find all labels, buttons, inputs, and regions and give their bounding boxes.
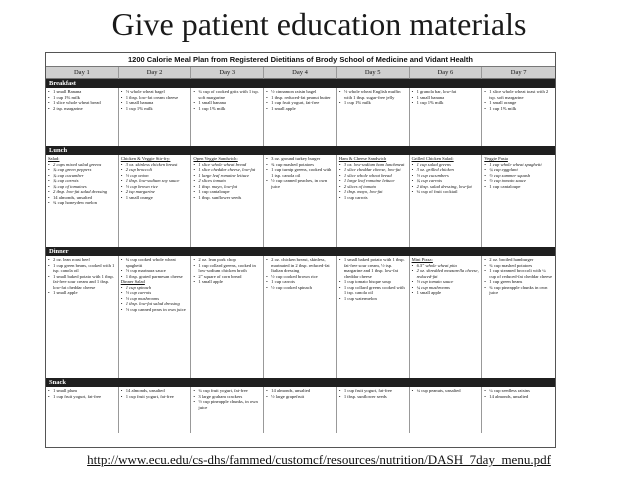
dish-heading: Chicken & Veggie Stir-fry: (120, 156, 171, 161)
food-item: • 1 slice whole wheat bread (339, 173, 407, 179)
meal-row (46, 88, 555, 146)
meal-cell (482, 387, 555, 433)
meal-cell (337, 387, 410, 433)
dish-heading: Salad: (48, 156, 60, 161)
day-header-row (46, 66, 555, 79)
dish-heading: Open Veggie Sandwich: (193, 156, 238, 161)
meal-row (46, 387, 555, 433)
food-item: • ¾ cup mashed potatoes (266, 162, 334, 168)
food-item: • 1 small plum (48, 388, 116, 394)
meal-cell (337, 155, 410, 247)
food-item: • 2" square of corn bread (193, 274, 261, 280)
day-header: Day 4 (264, 67, 337, 79)
meal-cell (46, 387, 119, 433)
meal-section-header: Dinner (46, 247, 555, 256)
slide-title: Give patient education materials (111, 6, 527, 42)
food-item: • ½ cup pineapple chunks, in own juice (193, 399, 261, 410)
meal-section-header: Breakfast (46, 79, 555, 88)
dish-heading: Mini Pizza: (411, 257, 433, 262)
food-item: • ¼ cup mushrooms (412, 285, 480, 291)
food-item: • 1 small apple (266, 106, 334, 112)
food-item: • ¼ cup eggplant (484, 167, 553, 173)
food-item: • ½ cup cucumbers (412, 173, 480, 179)
meal-cell (337, 256, 410, 378)
food-item: • 1 cup spinach (121, 285, 189, 291)
food-item: • 1 small apple (193, 279, 261, 285)
food-item: • ½ cup cooked spinach (266, 285, 334, 291)
dish-heading: Dinner Salad (120, 279, 145, 284)
food-item: • 2 oz. chicken breast, skinless, marinated in 2 tbsp. reduced-fat Italian dressing (266, 257, 334, 274)
meal-plan-title: 1200 Calorie Meal Plan from Registered Dietitians of Brody School of Medicine and Vidant Health (128, 55, 473, 64)
meal-cell (482, 256, 555, 378)
meal-cell (191, 155, 264, 247)
food-item: • 2 tsp. margarine (48, 106, 116, 112)
food-item: • 14 almonds, unsalted (121, 388, 189, 394)
food-item: • ¼ cup seedless raisins (484, 388, 553, 394)
food-item: • 1 large leaf romaine lettuce (193, 173, 261, 179)
meal-plan-table (45, 52, 556, 448)
meal-section-header: Snack (46, 378, 555, 387)
meal-cell (410, 387, 483, 433)
food-item: • 6.5" whole wheat pita (412, 263, 480, 269)
food-item: • 1 tbsp. mayo, low-fat (193, 184, 261, 190)
food-item: • 1 small banana (412, 95, 480, 101)
food-item: • 1 tbsp. sunflower seeds (339, 394, 407, 400)
meal-cell (410, 155, 483, 247)
food-item: • ½ cup canned pears in own juice (121, 307, 189, 313)
food-item: • ½ cinnamon raisin bagel (266, 89, 334, 95)
food-item: • 1 cup fruit yogurt, fat-free (48, 394, 116, 400)
food-item: • ½ cup onion (121, 173, 189, 179)
food-item: • 1 cup cantaloupe (193, 189, 261, 195)
food-item: • 3 oz. skinless chicken breast (121, 162, 189, 168)
meal-row (46, 256, 555, 378)
food-item: • 1 small banana (193, 100, 261, 106)
meal-cell (46, 88, 119, 146)
food-item: • 2 tsp margarine (121, 189, 189, 195)
food-item: • 1 cup green beans, cooked with 1 tsp. canola oil (48, 263, 116, 274)
food-item: • 1 small baked potato with 1 tbsp. fat-free sour cream, ½ tsp. margarine and 1 tbsp. low-fat cheddar cheese (339, 257, 407, 279)
food-item: • ¾ cup cucumber (48, 173, 116, 179)
food-item: • 1 cup turnip greens, cooked with 1 tsp. canola oil (266, 167, 334, 178)
food-item: • ½ cup cooked brown rice (266, 274, 334, 280)
food-item: • ¾ cup honeydew melon (48, 200, 116, 206)
meal-cell (264, 88, 337, 146)
food-item: • 1 large leaf romaine lettuce (339, 178, 407, 184)
food-item: • ½ cup carrots (121, 290, 189, 296)
food-item: • 1 cup whole wheat spaghetti (484, 162, 553, 168)
food-item: • 2 tbsp. low-fat salad dressing (48, 189, 116, 195)
meal-cell (337, 88, 410, 146)
meal-cell (191, 256, 264, 378)
food-item: • 1 small baked potato with 1 tbsp. fat-free sour cream and 1 tbsp. low-fat cheddar cheese (48, 274, 116, 291)
food-item: • ¾ cup of cooked grits with 1 tsp. soft margarine (193, 89, 261, 100)
food-item: • ½ cup brown rice (121, 184, 189, 190)
food-item: • 3 oz. grilled chicken (412, 167, 480, 173)
day-header: Day 6 (410, 67, 483, 79)
meal-cell (264, 387, 337, 433)
food-item: • 1 slice whole wheat bread (48, 100, 116, 106)
food-item: • 2 slices tomato (193, 178, 261, 184)
food-item: • 2 oz. lean pork chop (193, 257, 261, 263)
food-item: • 2 oz. broiled hamburger (484, 257, 553, 263)
food-item: • 1 cup green beans (484, 279, 553, 285)
food-item: • 1 tbsp. grated parmesan cheese (121, 274, 189, 280)
day-header: Day 1 (46, 67, 119, 79)
food-item: • ½ cup tomato sauce (484, 178, 553, 184)
food-item: • ¾ cup green peppers (48, 167, 116, 173)
food-item: • ¾ cup of fruit cocktail (412, 189, 480, 195)
food-item: • ¼ cup peanuts, unsalted (412, 388, 480, 394)
food-item: • 1 slice whole wheat bread (193, 162, 261, 168)
dish-heading: Grilled Chicken Salad: (411, 156, 454, 161)
food-item: • 1 small Banana (48, 89, 116, 95)
food-item: • 1 granola bar, low-fat (412, 89, 480, 95)
food-item: • 1 cup steamed broccoli with ¼ cup of reduced-fat cheddar cheese (484, 268, 553, 279)
meal-cell (46, 155, 119, 247)
food-item: • 1 cup carrots (266, 279, 334, 285)
food-item: • 2 cups mixed salad greens (48, 162, 116, 168)
food-item: • ¾ cup cooked whole wheat spaghetti (121, 257, 189, 268)
meal-cell (119, 155, 192, 247)
food-item: • 1 small banana (121, 100, 189, 106)
food-item: • 1 cup 1% milk (484, 106, 553, 112)
meal-cell (482, 88, 555, 146)
day-header: Day 5 (337, 67, 410, 79)
meal-cell (119, 387, 192, 433)
food-item: • ½ whole wheat English muffin with 1 tbsp. sugar-free jelly (339, 89, 407, 100)
day-header: Day 3 (191, 67, 264, 79)
meal-cell (482, 155, 555, 247)
food-item: • 1 cup fruit yogurt, fat-free (266, 100, 334, 106)
food-item: • 2 cup broccoli (121, 167, 189, 173)
food-item: • 1 cup collard greens cooked with 1 tsp. canola oil (339, 285, 407, 296)
food-item: • 14 almonds, unsalted (266, 388, 334, 394)
food-item: • ¾ cup pineapple chunks in own juice (484, 285, 553, 296)
food-item: • ¾ cup carrots (48, 178, 116, 184)
food-item: • 3 oz. ground turkey burger (266, 156, 334, 162)
food-item: • ½ whole wheat bagel (121, 89, 189, 95)
food-item: • 1 slice whole wheat toast with 2 tsp. soft margarine (484, 89, 553, 100)
food-item: • 1 cup 1% milk (412, 100, 480, 106)
food-item: • 1 cup tomato bisque soup (339, 279, 407, 285)
food-item: • 1 cup collard greens, cooked in low-sodium chicken broth (193, 263, 261, 274)
dish-heading: Ham & Cheese Sandwich (338, 156, 387, 161)
food-item: • ½ cup canned peaches, in own juice (266, 178, 334, 189)
food-item: • 1 tbsp. sunflower seeds (193, 195, 261, 201)
food-item: • 1 small apple (412, 290, 480, 296)
food-item: • ½ cup marinara sauce (121, 268, 189, 274)
food-item: • 1 cup 1% milk (339, 100, 407, 106)
food-item: • 2 tbsp. salad dressing, low-fat (412, 184, 480, 190)
meal-cell (191, 387, 264, 433)
food-item: • ¾ cup fruit yogurt, fat-free (193, 388, 261, 394)
food-item: • 1 cup watermelon (339, 296, 407, 302)
meal-cell (264, 155, 337, 247)
meal-cell (264, 256, 337, 378)
food-item: • ½ cup mushrooms (121, 296, 189, 302)
food-item: • 1 small apple (48, 290, 116, 296)
food-item: • ¾ cup of tomatoes (48, 184, 116, 190)
food-item: • 1 slice cheddar cheese, low-fat (339, 167, 407, 173)
food-item: • 1 cup fruit yogurt, fat-free (121, 394, 189, 400)
meal-cell (191, 88, 264, 146)
meal-row (46, 155, 555, 247)
food-item: • 2 oz. lean roast beef (48, 257, 116, 263)
food-item: • 1 cup carrots (339, 195, 407, 201)
food-item: • ½ cup tomato sauce (412, 279, 480, 285)
source-url-link[interactable]: http://www.ecu.edu/cs-dhs/fammed/customcf/resources/nutrition/DASH_7day_menu.pdf (87, 452, 551, 467)
food-item: • 1 slice cheddar cheese, low-fat (193, 167, 261, 173)
food-item: • 1 cup 1% milk (48, 95, 116, 101)
food-item: • 1 cup cantaloupe (484, 184, 553, 190)
food-item: • 1 tbsp. mayo, low-fat (339, 189, 407, 195)
food-item: • 1 small orange (484, 100, 553, 106)
food-item: • 3 oz. low-sodium ham lunchmeat (339, 162, 407, 168)
meal-cell (46, 256, 119, 378)
day-header: Day 2 (119, 67, 192, 79)
meal-cell (410, 88, 483, 146)
food-item: • ½ large grapefruit (266, 394, 334, 400)
food-item: • 14 almonds, unsalted (484, 394, 553, 400)
day-header: Day 7 (482, 67, 555, 79)
food-item: • 1 tbsp. reduced-fat peanut butter (266, 95, 334, 101)
food-item: • 1 cup 1% milk (193, 106, 261, 112)
food-item: • 1 cup 1% milk (121, 106, 189, 112)
food-item: • 1 tbsp. low-fat salad dressing (121, 301, 189, 307)
food-item: • 1 cup fruit yogurt, fat-free (339, 388, 407, 394)
food-item: • 2 slices of tomato (339, 184, 407, 190)
food-item: • 14 almonds, unsalted (48, 195, 116, 201)
food-item: • ¾ cup carrots (412, 178, 480, 184)
meal-section-header: Lunch (46, 146, 555, 155)
food-item: • 1 tbsp. low-fat cream cheese (121, 95, 189, 101)
meal-cell (119, 256, 192, 378)
meal-sections (46, 79, 555, 433)
food-item: • 3 large graham crackers (193, 394, 261, 400)
food-item: • ½ cup summer squash (484, 173, 553, 179)
food-item: • 1 tbsp. low-sodium soy sauce (121, 178, 189, 184)
food-item: • 1 small orange (121, 195, 189, 201)
food-item: • ¾ cup mashed potatoes (484, 263, 553, 269)
meal-cell (119, 88, 192, 146)
dish-heading: Veggie Pasta (484, 156, 508, 161)
food-item: • 1 cup salad greens (412, 162, 480, 168)
food-item: • 2 oz. shredded mozzarella cheese, reduced-fat (412, 268, 480, 279)
meal-cell (410, 256, 483, 378)
